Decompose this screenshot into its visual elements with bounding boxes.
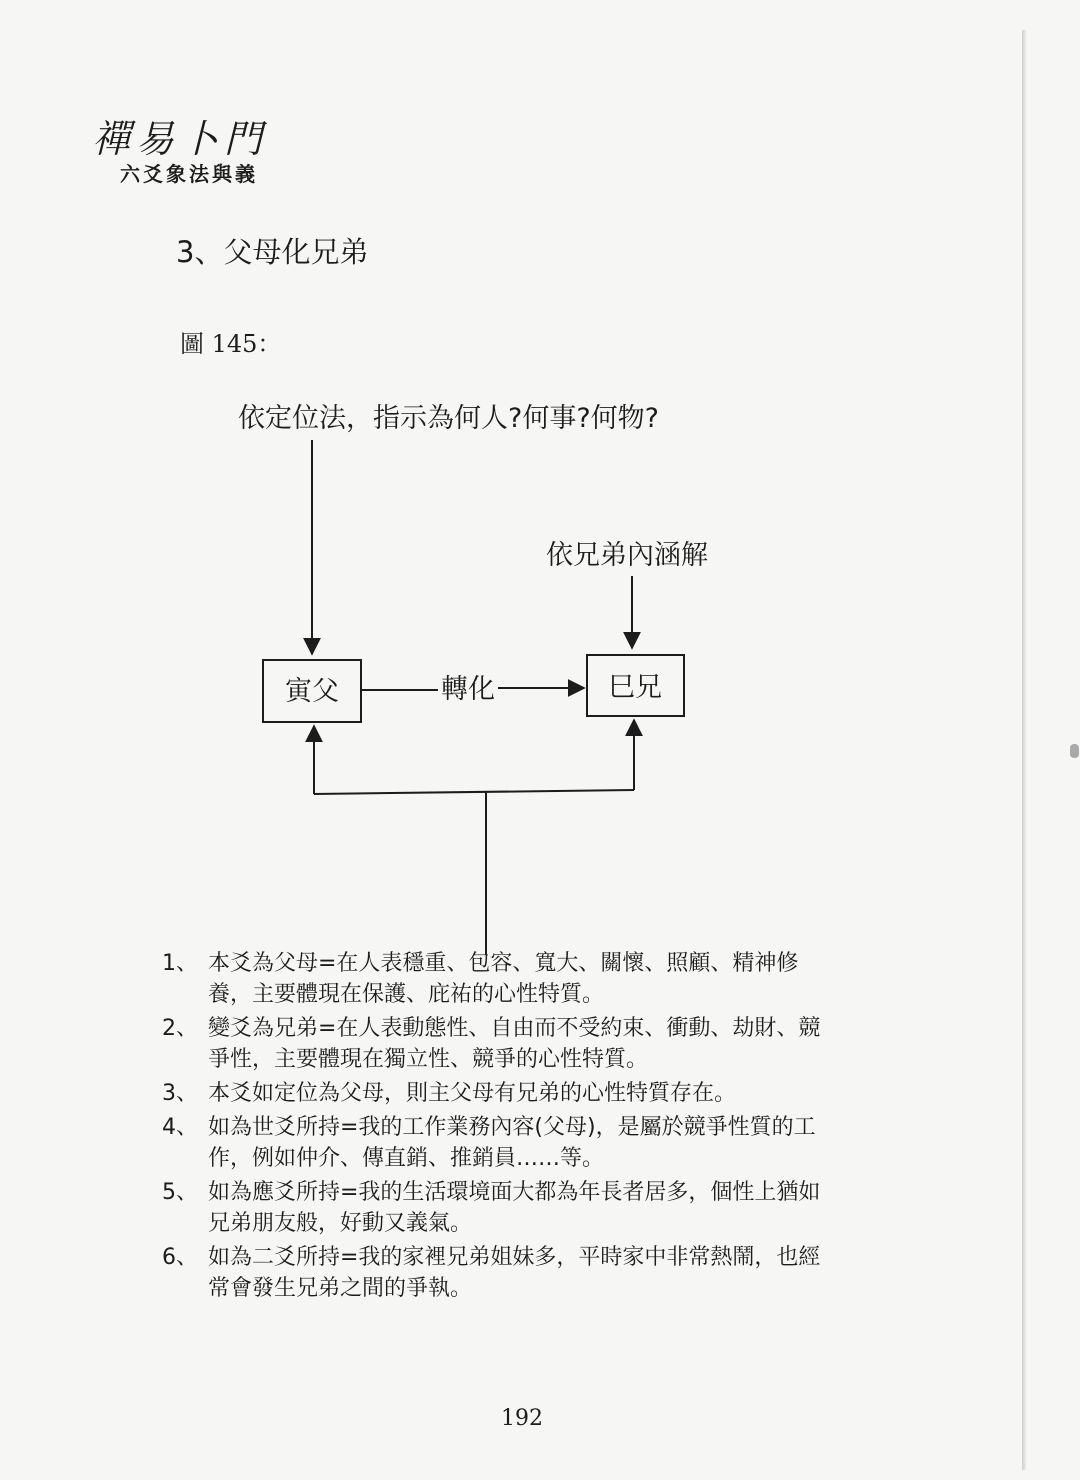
- note-number: 4、: [162, 1115, 198, 1140]
- top-note: 依定位法，指示為何人?何事?何物?: [238, 403, 659, 434]
- book-title: 禪易卜門: [92, 117, 269, 161]
- note-item: [162, 1013, 842, 1075]
- note-text: 本爻為父母=在人表穩重、包容、寬大、關懷、照顧、精神修養，主要體現在保護、庇祐的心性特質。: [208, 951, 799, 1007]
- note-text: 如為應爻所持=我的生活環境面大都為年長者居多，個性上猶如兄弟朋友般，好動又義氣。: [208, 1180, 821, 1236]
- notes-list: [162, 948, 842, 1307]
- note-number: 5、: [162, 1180, 198, 1205]
- book-subtitle: 六爻象法與義: [120, 162, 258, 186]
- note-text: 變爻為兄弟=在人表動態性、自由而不受約束、衝動、劫財、競爭性，主要體現在獨立性、競爭的心性特質。: [208, 1016, 821, 1072]
- note-item: [162, 1177, 842, 1239]
- figure-label: 圖 145：: [180, 330, 282, 358]
- bottom-connector: [314, 790, 634, 794]
- right-box-label: 巳兄: [608, 672, 662, 703]
- note-text: 如為世爻所持=我的工作業務內容(父母)，是屬於競爭性質的工作，例如仲介、傳直銷、推銷員……等。: [208, 1115, 816, 1171]
- note-item: [162, 948, 842, 1010]
- note-item: [162, 1242, 842, 1304]
- transform-label: 轉化: [441, 674, 495, 705]
- note-item: [162, 1112, 842, 1174]
- note-number: 1、: [162, 951, 198, 976]
- left-box-label: 寅父: [285, 676, 339, 707]
- page-number: 192: [501, 1406, 543, 1431]
- note-text: 如為二爻所持=我的家裡兄弟姐妹多，平時家中非常熱鬧，也經常會發生兄弟之間的爭執。: [208, 1245, 821, 1301]
- note-number: 2、: [162, 1016, 198, 1041]
- note-item: [162, 1078, 842, 1109]
- note-number: 3、: [162, 1081, 198, 1106]
- section-title: 3、父母化兄弟: [176, 235, 369, 269]
- right-note: 依兄弟內涵解: [546, 540, 708, 571]
- note-number: 6、: [162, 1245, 198, 1270]
- note-text: 本爻如定位為父母，則主父母有兄弟的心性特質存在。: [208, 1081, 737, 1106]
